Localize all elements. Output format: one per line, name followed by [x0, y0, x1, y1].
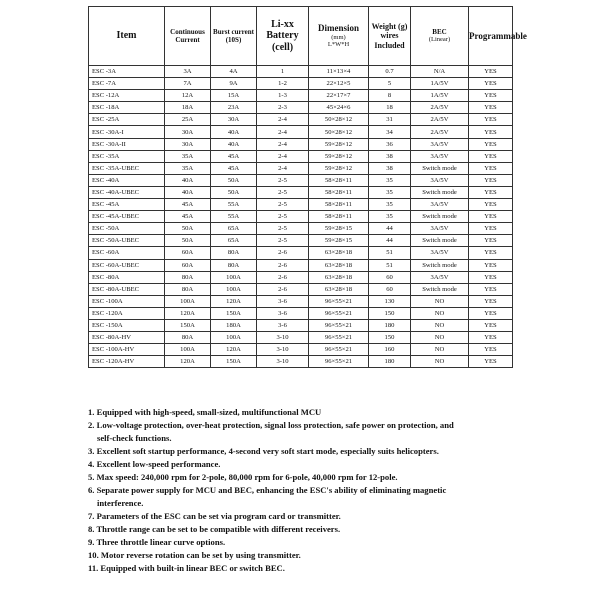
- cell-battery-cells: 3-10: [257, 332, 309, 344]
- table-row: [89, 332, 513, 344]
- cell-burst-current: 65A: [211, 235, 257, 247]
- header-burst-current: Burst current (10S): [211, 7, 257, 66]
- note-text: 6. Separate power supply for MCU and BEC, enhancing the ESC's ability of eliminating magnetic: [88, 485, 447, 495]
- note-text: 9. Three throttle linear curve options.: [88, 537, 226, 547]
- cell-bec: NO: [411, 295, 469, 307]
- cell-programmable: YES: [469, 319, 513, 331]
- table-row: [89, 102, 513, 114]
- note-continuation: self-check functions.: [97, 433, 172, 443]
- cell-continuous-current: 60A: [165, 259, 211, 271]
- cell-continuous-current: 120A: [165, 356, 211, 368]
- cell-dimension: 63×28×18: [309, 283, 369, 295]
- cell-continuous-current: 120A: [165, 307, 211, 319]
- cell-continuous-current: 30A: [165, 138, 211, 150]
- table-header-row: [89, 7, 513, 66]
- cell-bec: Switch mode: [411, 162, 469, 174]
- list-item: [88, 471, 588, 484]
- cell-burst-current: 150A: [211, 307, 257, 319]
- header-dimension-unit: (mm): [331, 33, 346, 41]
- cell-battery-cells: 3-10: [257, 344, 309, 356]
- cell-dimension: 45×24×6: [309, 102, 369, 114]
- cell-item: ESC -35A-UBEC: [89, 162, 165, 174]
- cell-continuous-current: 80A: [165, 283, 211, 295]
- note-text: 8. Throttle range can be set to be compatible with different receivers.: [88, 524, 341, 534]
- cell-weight: 60: [369, 283, 411, 295]
- cell-programmable: YES: [469, 344, 513, 356]
- cell-programmable: YES: [469, 259, 513, 271]
- table-row: [89, 114, 513, 126]
- table-row: [89, 319, 513, 331]
- cell-continuous-current: 40A: [165, 186, 211, 198]
- cell-programmable: YES: [469, 283, 513, 295]
- cell-burst-current: 150A: [211, 356, 257, 368]
- table-row: [89, 66, 513, 78]
- cell-bec: 3A/5V: [411, 199, 469, 211]
- list-item: [88, 536, 588, 549]
- cell-item: ESC -40A-UBEC: [89, 186, 165, 198]
- cell-continuous-current: 50A: [165, 235, 211, 247]
- cell-programmable: YES: [469, 235, 513, 247]
- cell-weight: 38: [369, 162, 411, 174]
- cell-battery-cells: 2-3: [257, 102, 309, 114]
- cell-burst-current: 120A: [211, 344, 257, 356]
- cell-battery-cells: 2-5: [257, 223, 309, 235]
- cell-programmable: YES: [469, 199, 513, 211]
- note-text: 4. Excellent low-speed performance.: [88, 459, 221, 469]
- note-text: 7. Parameters of the ESC can be set via program card or transmitter.: [88, 511, 341, 521]
- cell-bec: NO: [411, 319, 469, 331]
- cell-item: ESC -30A-I: [89, 126, 165, 138]
- cell-dimension: 63×28×18: [309, 271, 369, 283]
- cell-programmable: YES: [469, 78, 513, 90]
- cell-continuous-current: 3A: [165, 66, 211, 78]
- cell-bec: 2A/5V: [411, 102, 469, 114]
- table-row: [89, 199, 513, 211]
- cell-battery-cells: 3-6: [257, 295, 309, 307]
- table-row: [89, 174, 513, 186]
- header-battery-cells: Li-xx Battery (cell): [257, 7, 309, 66]
- cell-battery-cells: 2-4: [257, 150, 309, 162]
- cell-battery-cells: 2-5: [257, 174, 309, 186]
- cell-continuous-current: 12A: [165, 90, 211, 102]
- cell-item: ESC -12A: [89, 90, 165, 102]
- table-row: [89, 211, 513, 223]
- cell-battery-cells: 3-6: [257, 307, 309, 319]
- cell-battery-cells: 2-5: [257, 186, 309, 198]
- cell-battery-cells: 2-4: [257, 126, 309, 138]
- cell-battery-cells: 1-3: [257, 90, 309, 102]
- cell-battery-cells: 3-6: [257, 319, 309, 331]
- cell-weight: 51: [369, 247, 411, 259]
- cell-weight: 35: [369, 186, 411, 198]
- cell-item: ESC -45A: [89, 199, 165, 211]
- cell-dimension: 22×17×7: [309, 90, 369, 102]
- cell-dimension: 59×28×12: [309, 150, 369, 162]
- header-dimension: [309, 7, 369, 66]
- cell-programmable: YES: [469, 211, 513, 223]
- cell-dimension: 96×55×21: [309, 344, 369, 356]
- cell-burst-current: 9A: [211, 78, 257, 90]
- cell-dimension: 63×28×18: [309, 247, 369, 259]
- note-text: 10. Motor reverse rotation can be set by using transmitter.: [88, 550, 301, 560]
- cell-battery-cells: 1: [257, 66, 309, 78]
- table-row: [89, 271, 513, 283]
- cell-burst-current: 80A: [211, 259, 257, 271]
- cell-burst-current: 55A: [211, 199, 257, 211]
- note-text: 11. Equipped with built-in linear BEC or switch BEC.: [88, 563, 285, 573]
- cell-item: ESC -18A: [89, 102, 165, 114]
- cell-programmable: YES: [469, 332, 513, 344]
- cell-continuous-current: 35A: [165, 162, 211, 174]
- list-item: [88, 484, 588, 510]
- table-row: [89, 223, 513, 235]
- cell-dimension: 96×55×21: [309, 356, 369, 368]
- cell-burst-current: 100A: [211, 271, 257, 283]
- cell-continuous-current: 35A: [165, 150, 211, 162]
- cell-battery-cells: 1-2: [257, 78, 309, 90]
- cell-continuous-current: 100A: [165, 344, 211, 356]
- list-item: [88, 419, 588, 445]
- cell-item: ESC -7A: [89, 78, 165, 90]
- cell-item: ESC -80A-HV: [89, 332, 165, 344]
- cell-continuous-current: 60A: [165, 247, 211, 259]
- cell-item: ESC -120A-HV: [89, 356, 165, 368]
- cell-battery-cells: 2-4: [257, 114, 309, 126]
- cell-continuous-current: 30A: [165, 126, 211, 138]
- cell-bec: 1A/5V: [411, 90, 469, 102]
- cell-dimension: 59×28×12: [309, 162, 369, 174]
- cell-dimension: 58×28×11: [309, 174, 369, 186]
- cell-programmable: YES: [469, 138, 513, 150]
- cell-dimension: 59×28×15: [309, 223, 369, 235]
- header-bec-title: BEC: [432, 28, 447, 37]
- table-row: [89, 283, 513, 295]
- cell-programmable: YES: [469, 174, 513, 186]
- cell-item: ESC -60A: [89, 247, 165, 259]
- table-row: [89, 247, 513, 259]
- cell-dimension: 50×28×12: [309, 126, 369, 138]
- cell-item: ESC -100A-HV: [89, 344, 165, 356]
- cell-item: ESC -100A: [89, 295, 165, 307]
- cell-item: ESC -50A-UBEC: [89, 235, 165, 247]
- table-row: [89, 90, 513, 102]
- cell-bec: 2A/5V: [411, 126, 469, 138]
- cell-programmable: YES: [469, 150, 513, 162]
- table-row: [89, 259, 513, 271]
- cell-programmable: YES: [469, 162, 513, 174]
- cell-dimension: 58×28×11: [309, 211, 369, 223]
- cell-continuous-current: 150A: [165, 319, 211, 331]
- cell-item: ESC -60A-UBEC: [89, 259, 165, 271]
- cell-burst-current: 45A: [211, 150, 257, 162]
- cell-bec: Switch mode: [411, 186, 469, 198]
- cell-bec: NO: [411, 307, 469, 319]
- cell-dimension: 96×55×21: [309, 307, 369, 319]
- cell-continuous-current: 25A: [165, 114, 211, 126]
- cell-item: ESC -45A-UBEC: [89, 211, 165, 223]
- cell-continuous-current: 40A: [165, 174, 211, 186]
- note-text: 5. Max speed: 240,000 rpm for 2-pole, 80,000 rpm for 6-pole, 40,000 rpm for 12-pole.: [88, 472, 398, 482]
- cell-continuous-current: 50A: [165, 223, 211, 235]
- cell-weight: 36: [369, 138, 411, 150]
- cell-bec: 3A/5V: [411, 150, 469, 162]
- cell-burst-current: 50A: [211, 186, 257, 198]
- cell-weight: 150: [369, 307, 411, 319]
- cell-item: ESC -80A: [89, 271, 165, 283]
- cell-item: ESC -25A: [89, 114, 165, 126]
- cell-dimension: 58×28×11: [309, 186, 369, 198]
- cell-dimension: 58×28×11: [309, 199, 369, 211]
- table-row: [89, 162, 513, 174]
- cell-bec: Switch mode: [411, 259, 469, 271]
- cell-dimension: 11×13×4: [309, 66, 369, 78]
- list-item: [88, 562, 588, 575]
- cell-burst-current: 40A: [211, 138, 257, 150]
- cell-weight: 31: [369, 114, 411, 126]
- cell-battery-cells: 2-6: [257, 271, 309, 283]
- feature-notes-list: [88, 406, 588, 575]
- cell-bec: Switch mode: [411, 211, 469, 223]
- cell-programmable: YES: [469, 126, 513, 138]
- cell-burst-current: 30A: [211, 114, 257, 126]
- cell-weight: 150: [369, 332, 411, 344]
- cell-weight: 35: [369, 174, 411, 186]
- cell-item: ESC -120A: [89, 307, 165, 319]
- cell-bec: Switch mode: [411, 283, 469, 295]
- cell-burst-current: 4A: [211, 66, 257, 78]
- table-row: [89, 138, 513, 150]
- note-text: 2. Low-voltage protection, over-heat protection, signal loss protection, safe power on protection, and: [88, 420, 454, 430]
- cell-bec: NO: [411, 332, 469, 344]
- cell-continuous-current: 7A: [165, 78, 211, 90]
- cell-burst-current: 120A: [211, 295, 257, 307]
- cell-weight: 35: [369, 211, 411, 223]
- cell-burst-current: 180A: [211, 319, 257, 331]
- cell-dimension: 50×28×12: [309, 114, 369, 126]
- header-bec: [411, 7, 469, 66]
- cell-weight: 38: [369, 150, 411, 162]
- note-text: 1. Equipped with high-speed, small-sized, multifunctional MCU: [88, 407, 322, 417]
- cell-bec: 3A/5V: [411, 174, 469, 186]
- header-continuous-current: Continuous Current: [165, 7, 211, 66]
- cell-burst-current: 65A: [211, 223, 257, 235]
- cell-bec: 2A/5V: [411, 114, 469, 126]
- table-row: [89, 186, 513, 198]
- note-text: 3. Excellent soft startup performance, 4-second very soft start mode, especially suits helicopters.: [88, 446, 439, 456]
- cell-bec: Switch mode: [411, 235, 469, 247]
- cell-weight: 180: [369, 356, 411, 368]
- cell-burst-current: 15A: [211, 90, 257, 102]
- cell-weight: 5: [369, 78, 411, 90]
- cell-programmable: YES: [469, 66, 513, 78]
- table-row: [89, 150, 513, 162]
- esc-spec-table: [88, 6, 527, 368]
- cell-programmable: YES: [469, 186, 513, 198]
- cell-item: ESC -50A: [89, 223, 165, 235]
- cell-battery-cells: 2-4: [257, 162, 309, 174]
- cell-weight: 160: [369, 344, 411, 356]
- header-programmable: Programmable: [469, 7, 513, 66]
- note-continuation: interference.: [97, 498, 144, 508]
- header-dimension-title: Dimension: [317, 23, 359, 34]
- cell-burst-current: 100A: [211, 332, 257, 344]
- cell-burst-current: 45A: [211, 162, 257, 174]
- cell-bec: 1A/5V: [411, 78, 469, 90]
- cell-programmable: YES: [469, 247, 513, 259]
- cell-item: ESC -80A-UBEC: [89, 283, 165, 295]
- header-weight: Weight (g) wires Included: [369, 7, 411, 66]
- cell-dimension: 63×28×18: [309, 259, 369, 271]
- cell-continuous-current: 18A: [165, 102, 211, 114]
- header-item: Item: [89, 7, 165, 66]
- cell-battery-cells: 2-5: [257, 235, 309, 247]
- cell-weight: 180: [369, 319, 411, 331]
- cell-weight: 51: [369, 259, 411, 271]
- cell-item: ESC -40A: [89, 174, 165, 186]
- cell-weight: 34: [369, 126, 411, 138]
- header-bec-sub: (Linear): [428, 36, 451, 44]
- cell-burst-current: 55A: [211, 211, 257, 223]
- table-row: [89, 235, 513, 247]
- list-item: [88, 549, 588, 562]
- table-body: [89, 66, 513, 368]
- cell-weight: 44: [369, 223, 411, 235]
- cell-dimension: 59×28×12: [309, 138, 369, 150]
- table-row: [89, 307, 513, 319]
- cell-weight: 130: [369, 295, 411, 307]
- table-row: [89, 78, 513, 90]
- cell-bec: 3A/5V: [411, 138, 469, 150]
- cell-dimension: 96×55×21: [309, 332, 369, 344]
- cell-weight: 35: [369, 199, 411, 211]
- cell-continuous-current: 80A: [165, 271, 211, 283]
- cell-programmable: YES: [469, 223, 513, 235]
- cell-item: ESC -35A: [89, 150, 165, 162]
- list-item: [88, 406, 588, 419]
- cell-bec: 3A/5V: [411, 223, 469, 235]
- cell-bec: N/A: [411, 66, 469, 78]
- cell-dimension: 96×55×21: [309, 295, 369, 307]
- cell-programmable: YES: [469, 295, 513, 307]
- cell-bec: 3A/5V: [411, 247, 469, 259]
- cell-weight: 44: [369, 235, 411, 247]
- cell-battery-cells: 2-6: [257, 259, 309, 271]
- cell-dimension: 22×12×5: [309, 78, 369, 90]
- cell-programmable: YES: [469, 114, 513, 126]
- cell-battery-cells: 2-6: [257, 247, 309, 259]
- cell-programmable: YES: [469, 271, 513, 283]
- cell-battery-cells: 2-5: [257, 211, 309, 223]
- table-row: [89, 126, 513, 138]
- cell-programmable: YES: [469, 307, 513, 319]
- cell-bec: NO: [411, 356, 469, 368]
- cell-burst-current: 100A: [211, 283, 257, 295]
- cell-bec: NO: [411, 344, 469, 356]
- cell-continuous-current: 45A: [165, 211, 211, 223]
- cell-dimension: 59×28×15: [309, 235, 369, 247]
- list-item: [88, 523, 588, 536]
- cell-burst-current: 23A: [211, 102, 257, 114]
- cell-burst-current: 50A: [211, 174, 257, 186]
- cell-item: ESC -3A: [89, 66, 165, 78]
- table-row: [89, 356, 513, 368]
- cell-battery-cells: 3-10: [257, 356, 309, 368]
- cell-programmable: YES: [469, 90, 513, 102]
- cell-continuous-current: 80A: [165, 332, 211, 344]
- cell-item: ESC -150A: [89, 319, 165, 331]
- spec-sheet: [88, 6, 527, 368]
- list-item: [88, 445, 588, 458]
- cell-continuous-current: 45A: [165, 199, 211, 211]
- list-item: [88, 510, 588, 523]
- cell-battery-cells: 2-6: [257, 283, 309, 295]
- cell-item: ESC -30A-II: [89, 138, 165, 150]
- list-item: [88, 458, 588, 471]
- table-row: [89, 344, 513, 356]
- cell-battery-cells: 2-4: [257, 138, 309, 150]
- cell-burst-current: 40A: [211, 126, 257, 138]
- table-row: [89, 295, 513, 307]
- cell-battery-cells: 2-5: [257, 199, 309, 211]
- cell-bec: 3A/5V: [411, 271, 469, 283]
- cell-weight: 18: [369, 102, 411, 114]
- cell-programmable: YES: [469, 356, 513, 368]
- cell-programmable: YES: [469, 102, 513, 114]
- cell-weight: 0.7: [369, 66, 411, 78]
- cell-weight: 8: [369, 90, 411, 102]
- cell-burst-current: 80A: [211, 247, 257, 259]
- header-dimension-axes: L*W*H: [327, 41, 350, 49]
- cell-continuous-current: 100A: [165, 295, 211, 307]
- cell-weight: 60: [369, 271, 411, 283]
- cell-dimension: 96×55×21: [309, 319, 369, 331]
